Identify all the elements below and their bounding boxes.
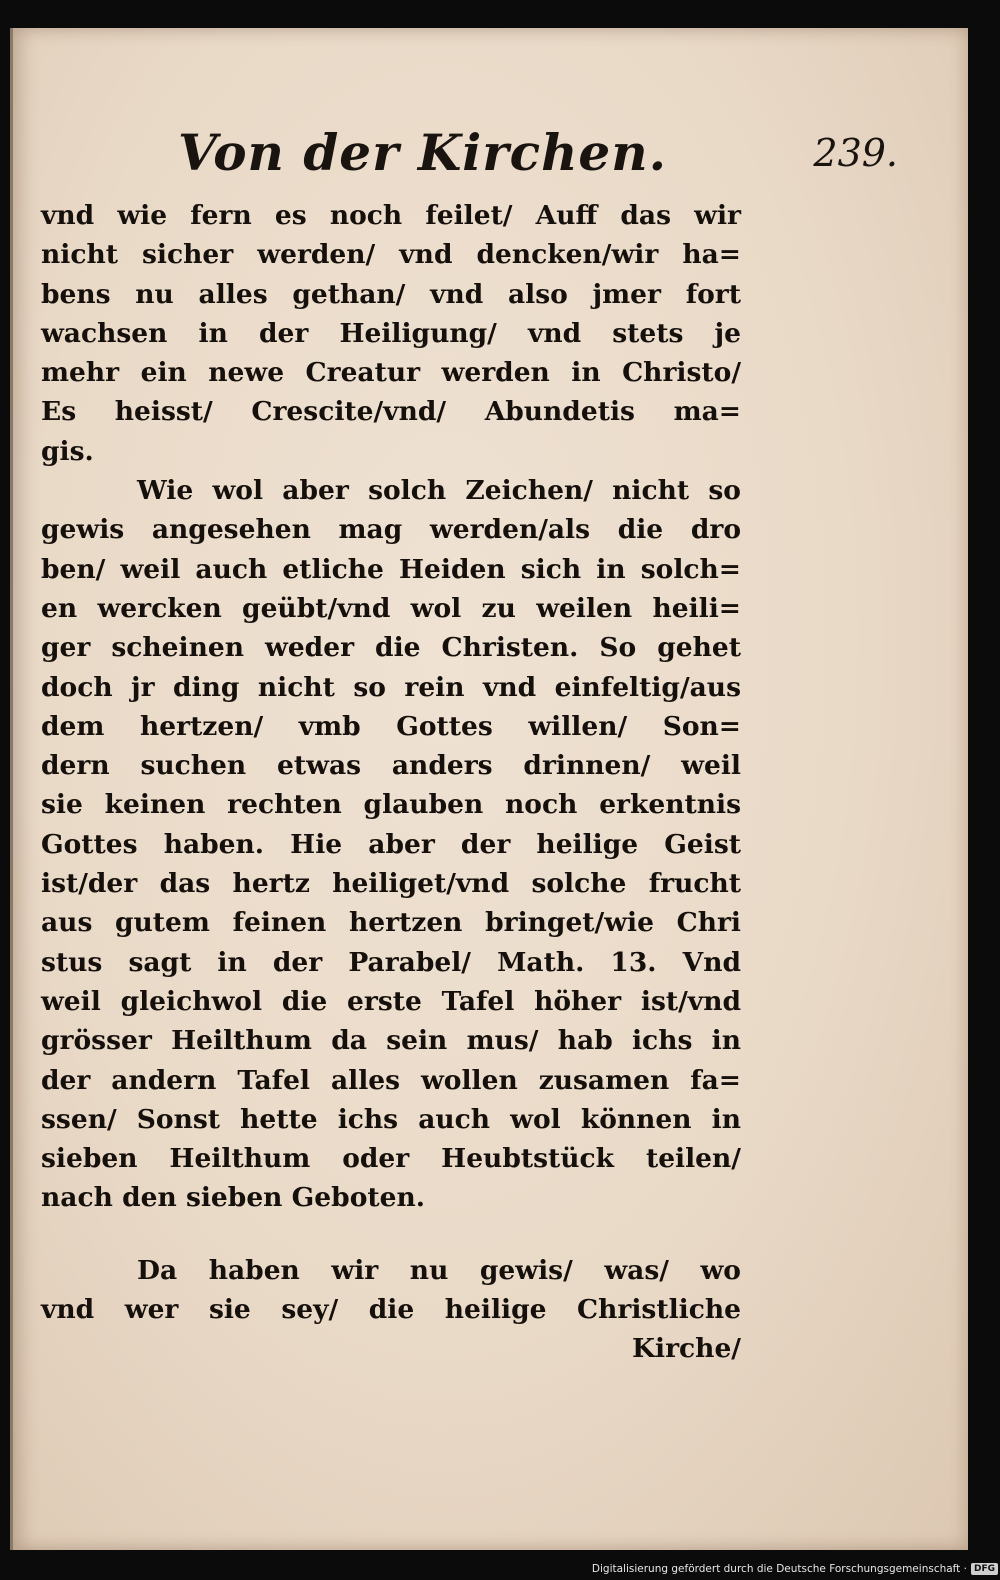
text-line: ssen/ Sonst hette ichs auch wol können in xyxy=(41,1103,741,1135)
digitization-credit xyxy=(592,1560,998,1578)
paragraph-start-line: Da haben wir nu gewis/ was/ wo xyxy=(137,1254,741,1286)
page-number: 239. xyxy=(813,131,898,175)
text-line: mehr ein newe Creatur werden in Christo/ xyxy=(41,357,741,389)
running-title: Von der Kirchen. xyxy=(178,123,667,182)
text-line: Es heisst/ Crescite/vnd/ Abundetis ma= xyxy=(41,396,741,428)
text-line: dem hertzen/ vmb Gottes willen/ Son= xyxy=(41,710,741,742)
text-line: wachsen in der Heiligung/ vnd stets je xyxy=(41,317,741,349)
text-line: en wercken geübt/vnd wol zu weilen heili= xyxy=(41,592,741,624)
book-page xyxy=(10,28,968,1550)
paragraph-gap xyxy=(41,1218,741,1251)
text-line: vnd wie fern es noch feilet/ Auff das wir xyxy=(41,200,741,231)
text-line: gis. xyxy=(41,435,94,467)
text-line: stus sagt in der Parabel/ Math. 13. Vnd xyxy=(41,946,741,978)
text-line: vnd wer sie sey/ die heilige Christliche xyxy=(41,1294,741,1326)
text-line: doch jr ding nicht so rein vnd einfeltig/aus xyxy=(41,671,741,703)
paragraph-start-line: Wie wol aber solch Zeichen/ nicht so xyxy=(137,475,741,507)
text-line: ger scheinen weder die Christen. So gehet xyxy=(41,632,741,664)
text-line: der andern Tafel alles wollen zusamen fa= xyxy=(41,1064,741,1096)
text-line: bens nu alles gethan/ vnd also jmer fort xyxy=(41,278,741,310)
credit-text: Digitalisierung gefördert durch die Deutsche Forschungsgemeinschaft · xyxy=(591,1563,967,1575)
body-text xyxy=(41,196,741,1369)
text-line: aus gutem feinen hertzen bringet/wie Chri xyxy=(41,907,741,939)
text-line: ist/der das hertz heiliget/vnd solche frucht xyxy=(41,868,741,900)
catchword: Kirche/ xyxy=(631,1333,741,1365)
text-line: weil gleichwol die erste Tafel höher ist/vnd xyxy=(41,985,741,1017)
text-line: grösser Heilthum da sein mus/ hab ichs in xyxy=(41,1025,741,1057)
page-header xyxy=(178,123,938,203)
text-line: gewis angesehen mag werden/als die dro xyxy=(41,514,741,546)
text-line: Gottes haben. Hie aber der heilige Geist xyxy=(41,828,741,860)
text-line: nicht sicher werden/ vnd dencken/wir ha= xyxy=(41,239,741,271)
text-line: ben/ weil auch etliche Heiden sich in solch= xyxy=(41,553,741,585)
text-line: sieben Heilthum oder Heubtstück teilen/ xyxy=(41,1143,741,1175)
text-line: sie keinen rechten glauben noch erkentnis xyxy=(41,789,741,821)
text-line: dern suchen etwas anders drinnen/ weil xyxy=(41,750,741,782)
dfg-logo: DFG xyxy=(971,1563,998,1575)
text-line: nach den sieben Geboten. xyxy=(41,1182,425,1214)
